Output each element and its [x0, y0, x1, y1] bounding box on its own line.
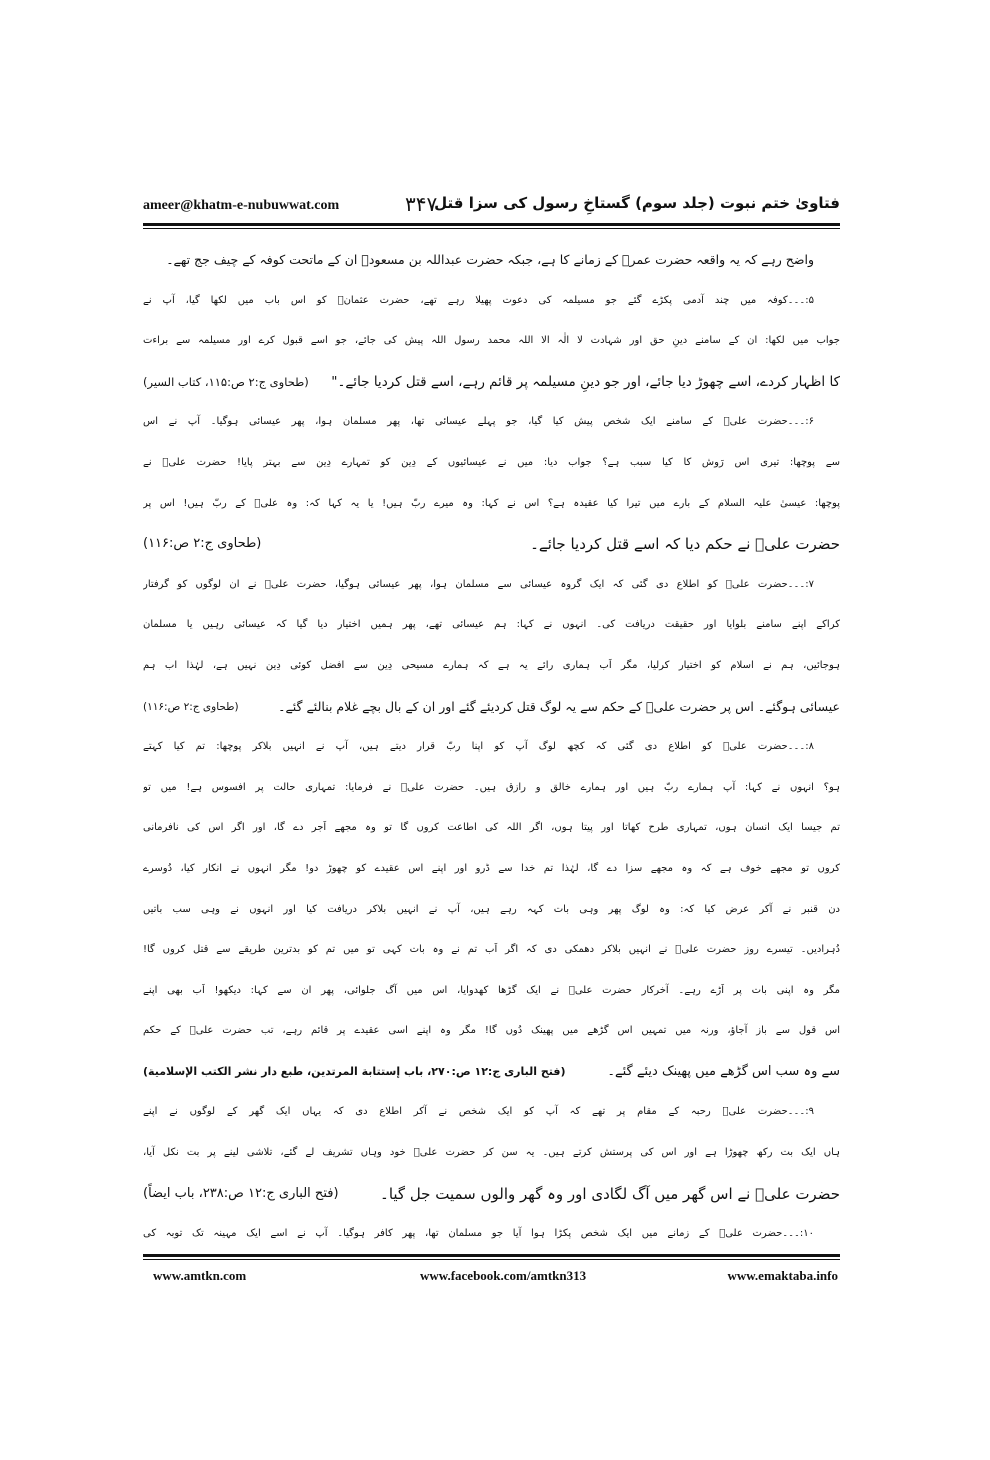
text-line	[143, 240, 840, 281]
line-text: ۶:۔۔۔حضرت علیؓ کے سامنے ایک شخص پیش کیا گیا، جو پہلے عیسائی تھا، پھر مسلمان ہوا، پھر عیسائی ہوگیا۔ آپ نے اس	[143, 416, 814, 428]
text-line	[143, 849, 840, 890]
line-text: دُہرادیں۔ تیسرے روز حضرت علیؓ نے انہیں بلاکر دھمکی دی کہ اگر اَب تم نے وہ بات کہی تو میں تم کو بدترین طریقے سے قتل کروں گا!	[143, 944, 840, 956]
line-text: سے پوچھا: تیری اس رَوش کا کیا سبب ہے؟ جواب دیا: میں نے عیسائیوں کے دِین کو تمہارے دِین سے بہتر پایا! حضرت علیؓ نے	[143, 456, 840, 468]
citation: (طحاوی ج:۲ ص:۱۱۵، کتاب السیر)	[143, 374, 309, 389]
text-line	[143, 321, 840, 362]
text-line	[143, 1092, 840, 1133]
text-line	[143, 362, 840, 403]
line-text: ۸:۔۔۔حضرت علیؓ کو اطلاع دی گئی کہ کچھ لوگ آپ کو اپنا ربّ قرار دیتے ہیں، آپ نے انہیں بلاکر پوچھا: تم کیا کہتے	[143, 741, 814, 753]
text-line	[143, 402, 840, 443]
text-line	[143, 565, 840, 606]
line-text: کروں تو مجھے خوف ہے کہ وہ مجھے سزا دے گا، لہٰذا تم خدا سے ڈرو اور اپنے اس عقیدے کو چھوڑ دو! مگر انہوں نے انکار کیا، دُوسرے	[143, 862, 840, 874]
line-text: ۱۰:۔۔۔حضرت علیؓ کے زمانے میں ایک شخص پکڑا ہوا آیا جو مسلمان تھا، پھر کافر ہوگیا۔ آپ نے اسے ایک مہینہ تک توبہ کی	[143, 1228, 814, 1240]
text-line	[143, 1011, 840, 1052]
page-header	[143, 192, 840, 220]
line-text: ہوجائیں، ہم نے اسلام کو اختیار کرلیا، مگر اَب ہماری رائے یہ ہے کہ ہمارے مسیحی دِین سے افضل کوئی دِین نہیں ہے، لہٰذا اب ہم	[143, 659, 840, 671]
line-text: جواب میں لکھا: ان کے سامنے دینِ حق اور شہادت لا الٰہ الا اللہ محمد رسول اللہ پیش کی جائے، جو اسے قبول کرے اور مسیلمہ سے براءت	[143, 335, 840, 347]
line-text: واضح رہے کہ یہ واقعہ حضرت عمرؓ کے زمانے کا ہے، جبکہ حضرت عبداللہ بن مسعودؓ ان کے ماتحت کوفہ کے چیف جج تھے۔	[166, 252, 814, 267]
page-number: ۳۴۷	[405, 192, 438, 216]
text-line	[143, 808, 840, 849]
page-footer	[143, 1268, 840, 1288]
text-line	[143, 971, 840, 1012]
text-line	[143, 443, 840, 484]
text-line	[143, 687, 840, 728]
line-text: مگر وہ اپنی بات پر اَڑے رہے۔ آخرکار حضرت علیؓ نے ایک گڑھا کھدوایا، اس میں آگ جلوائی، پھر ان سے کہا: دیکھو! اَب بھی اپنے	[143, 984, 840, 996]
text-line	[143, 1133, 840, 1174]
line-text: عیسائی ہوگئے۔ اس پر حضرت علیؓ کے حکم سے یہ لوگ قتل کردیئے گئے اور ان کے بال بچے غلام بنالئے گئے۔	[278, 698, 840, 714]
text-line	[143, 605, 840, 646]
header-email: ameer@khatm-e-nubuwwat.com	[143, 198, 340, 213]
line-text: حضرت علیؓ نے اس گھر میں آگ لگادی اور وہ گھر والوں سمیت جل گیا۔	[380, 1184, 840, 1203]
line-text: ہاں ایک بت رکھ چھوڑا ہے اور اس کی پرستش کرتے ہیں۔ یہ سن کر حضرت علیؓ خود وہاں تشریف لے گئے، تلاشی لینے پر بت نکل آیا،	[143, 1147, 840, 1159]
line-text: دن قنبر نے آکر عرض کیا کہ: وہ لوگ پھر وہی بات کہہ رہے ہیں، آپ نے انہیں بلاکر دریافت کیا اور انہوں نے وہی سب باتیں	[143, 903, 840, 915]
citation: (طحاوی ج:۲ ص:۱۱۶)	[143, 700, 239, 713]
text-line	[143, 646, 840, 687]
footer-link-emaktaba[interactable]: www.emaktaba.info	[727, 1268, 838, 1283]
text-line	[143, 1174, 840, 1215]
line-text: حضرت علیؓ نے حکم دیا کہ اسے قتل کردیا جائے۔	[530, 535, 840, 554]
footer-divider	[143, 1254, 840, 1260]
line-text: تم جیسا ایک انسان ہوں، تمہاری طرح کھاتا اور پیتا ہوں، اگر اللہ کی اطاعت کروں گا تو وہ مجھے اَجر دے گا، اور اگر اس کی نافرمانی	[143, 822, 840, 834]
page-body	[143, 240, 840, 1255]
footer-link-facebook[interactable]: www.facebook.com/amtkn313	[420, 1268, 587, 1283]
line-text: ۵:۔۔۔کوفہ میں چند آدمی پکڑے گئے جو مسیلمہ کی دعوت پھیلا رہے تھے، حضرت عثمانؓ کو اس باب میں لکھا گیا، آپ نے	[143, 294, 814, 306]
text-line	[143, 727, 840, 768]
text-line	[143, 484, 840, 525]
citation: (طحاوی ج:۲ ص:۱۱۶)	[143, 536, 262, 552]
citation: (فتح الباری ج:۱۲ ص:۲۷۰، باب إستتابة المرتدین، طبع دار نشر الکتب الإسلامیة)	[143, 1064, 566, 1078]
line-text: اس قول سے باز آجاؤ، ورنہ میں تمہیں اس گڑھے میں پھینک دُوں گا! مگر وہ اپنے اسی عقیدے پر قائم رہے، تب حضرت علیؓ کے حکم	[143, 1025, 840, 1037]
text-line	[143, 524, 840, 565]
line-text: پوچھا: عیسیٰ علیہ السلام کے بارے میں تیرا کیا عقیدہ ہے؟ اس نے کہا: وہ میرے ربّ ہیں! یا یہ کہا کہ: وہ علیؓ کے ربّ ہیں! اس پر	[143, 497, 840, 509]
text-line	[143, 930, 840, 971]
line-text: سے وہ سب اس گڑھے میں پھینک دیئے گئے۔	[607, 1063, 840, 1079]
line-text: ۷:۔۔۔حضرت علیؓ کو اطلاع دی گئی کہ ایک گروہ عیسائی سے مسلمان ہوا، پھر عیسائی ہوگیا، حضرت علیؓ نے ان لوگوں کو گرفتار	[143, 578, 814, 590]
header-divider	[143, 223, 840, 229]
footer-link-amtkn[interactable]: www.amtkn.com	[153, 1268, 247, 1283]
book-title: فتاویٰ ختم نبوت (جلد سوم) گستاخِ رسول کی سزا قتل	[434, 194, 840, 212]
line-text: کراکے اپنے سامنے بلوایا اور حقیقت دریافت کی۔ انہوں نے کہا: ہم عیسائی تھے، پھر ہمیں اختیار دیا گیا کہ عیسائی رہیں یا مسلمان	[143, 619, 840, 631]
line-text: کا اظہار کردے، اسے چھوڑ دیا جائے، اور جو دینِ مسیلمہ پر قائم رہے، اسے قتل کردیا جائے۔"	[331, 373, 840, 390]
text-line	[143, 1052, 840, 1093]
line-text: ہو؟ انہوں نے کہا: آپ ہمارے ربّ ہیں اور ہمارے خالق و رازق ہیں۔ حضرت علیؓ نے فرمایا: تمہاری حالت پر افسوس ہے! میں تو	[143, 781, 840, 793]
text-line	[143, 281, 840, 322]
text-line	[143, 768, 840, 809]
citation: (فتح الباری ج:۱۲ ص:۲۳۸، باب ایضاً)	[143, 1185, 339, 1201]
text-line	[143, 1214, 840, 1255]
text-line	[143, 890, 840, 931]
line-text: ۹:۔۔۔حضرت علیؓ رحبہ کے مقام پر تھے کہ آپ کو ایک شخص نے آکر اطلاع دی کہ یہاں ایک گھر کے لوگوں نے اپنے	[143, 1106, 814, 1118]
